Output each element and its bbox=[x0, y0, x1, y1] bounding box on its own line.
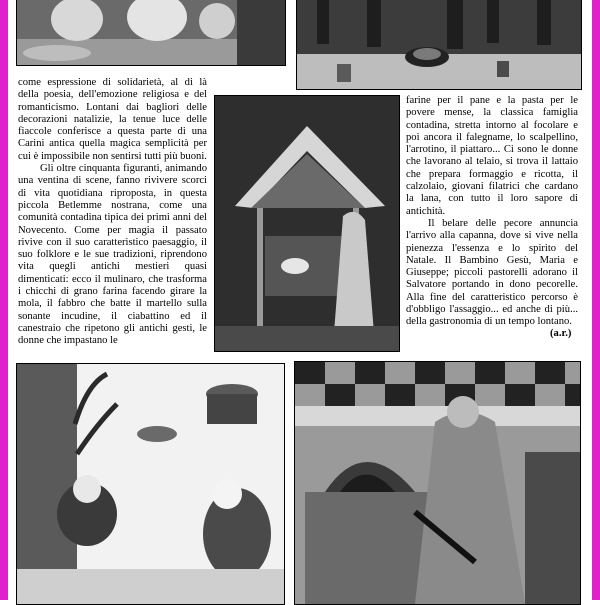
article-signature: (a.r.) bbox=[550, 328, 572, 339]
nativity-hut-image bbox=[215, 96, 399, 351]
photo-top-left bbox=[16, 0, 286, 66]
right-magenta-border bbox=[592, 0, 600, 600]
article-column-left bbox=[18, 77, 207, 348]
left-paragraph-1: come espressione di solidarietà, al di là della poesia, dell'emozione religiosa e del romanticismo. Lontani dai bagliori delle decorazioni natalizie, la tenue luce delle fiaccole conferisce a questa parte di una Carini antica quella magica semplicità per cui è impossibile non sentirsi tutti più buoni. bbox=[18, 77, 207, 162]
women-making-pasta-image bbox=[17, 364, 284, 604]
photo-bottom-left bbox=[16, 363, 285, 605]
left-magenta-border bbox=[0, 0, 8, 600]
photo-center bbox=[214, 95, 400, 352]
woman-at-oven-image bbox=[295, 362, 580, 604]
right-paragraph-2: Il belare delle pecore annuncia l'arrivo alla capanna, dove si vive nella pienezza l'essenza e lo spirito del Natale. Il Bambino Gesù, Maria e Giuseppe; piccoli pastorelli adorano il Salvatore portando in dono pecorelle. Alla fine del caratteristico percorso è d'obbligo l'assaggio... ed anche di più... della gastronomia di un tempo lontano. bbox=[406, 217, 578, 328]
photo-bottom-right bbox=[294, 361, 581, 605]
article-column-right bbox=[406, 95, 578, 329]
left-paragraph-2: Gli oltre cinquanta figuranti, animando una ventina di scene, fanno rivivere scorci di vita quotidiana riproposta, in questa piccola Betlemme nostrana, come una comunità contadina tipica dei primi anni del Novecento. Come per magia il passato rivive con il suo caratteristico paesaggio, il suo folklore e le sue tradizioni, riprendono vita quegli antichi mestieri quasi dimenticati: ecco il mulinaro, che trasforma i chicchi di grano farina facendo girare la mola, il fabbro che batte il martello sulla sonante incudine, il ciabattino ed il canestraio che ripetono gli antichi gesti, le donne che impastano le bbox=[18, 163, 207, 347]
figures-at-fire-image bbox=[297, 0, 581, 89]
right-paragraph-1: farine per il pane e la pasta per le povere mense, la classica famiglia contadina, stretta intorno al focolare e poi ancora il falegname, lo scalpellino, l'arrotino, il piattaro... Ci sono le donne che lavorano al telaio, si trova il lattaio che prepara formaggio e ricotta, il calzolaio, giovani filatrici che cardano la lana, con tutto il loro sapore di antichità. bbox=[406, 95, 578, 217]
photo-top-right bbox=[296, 0, 582, 90]
women-at-table-image bbox=[17, 0, 285, 65]
